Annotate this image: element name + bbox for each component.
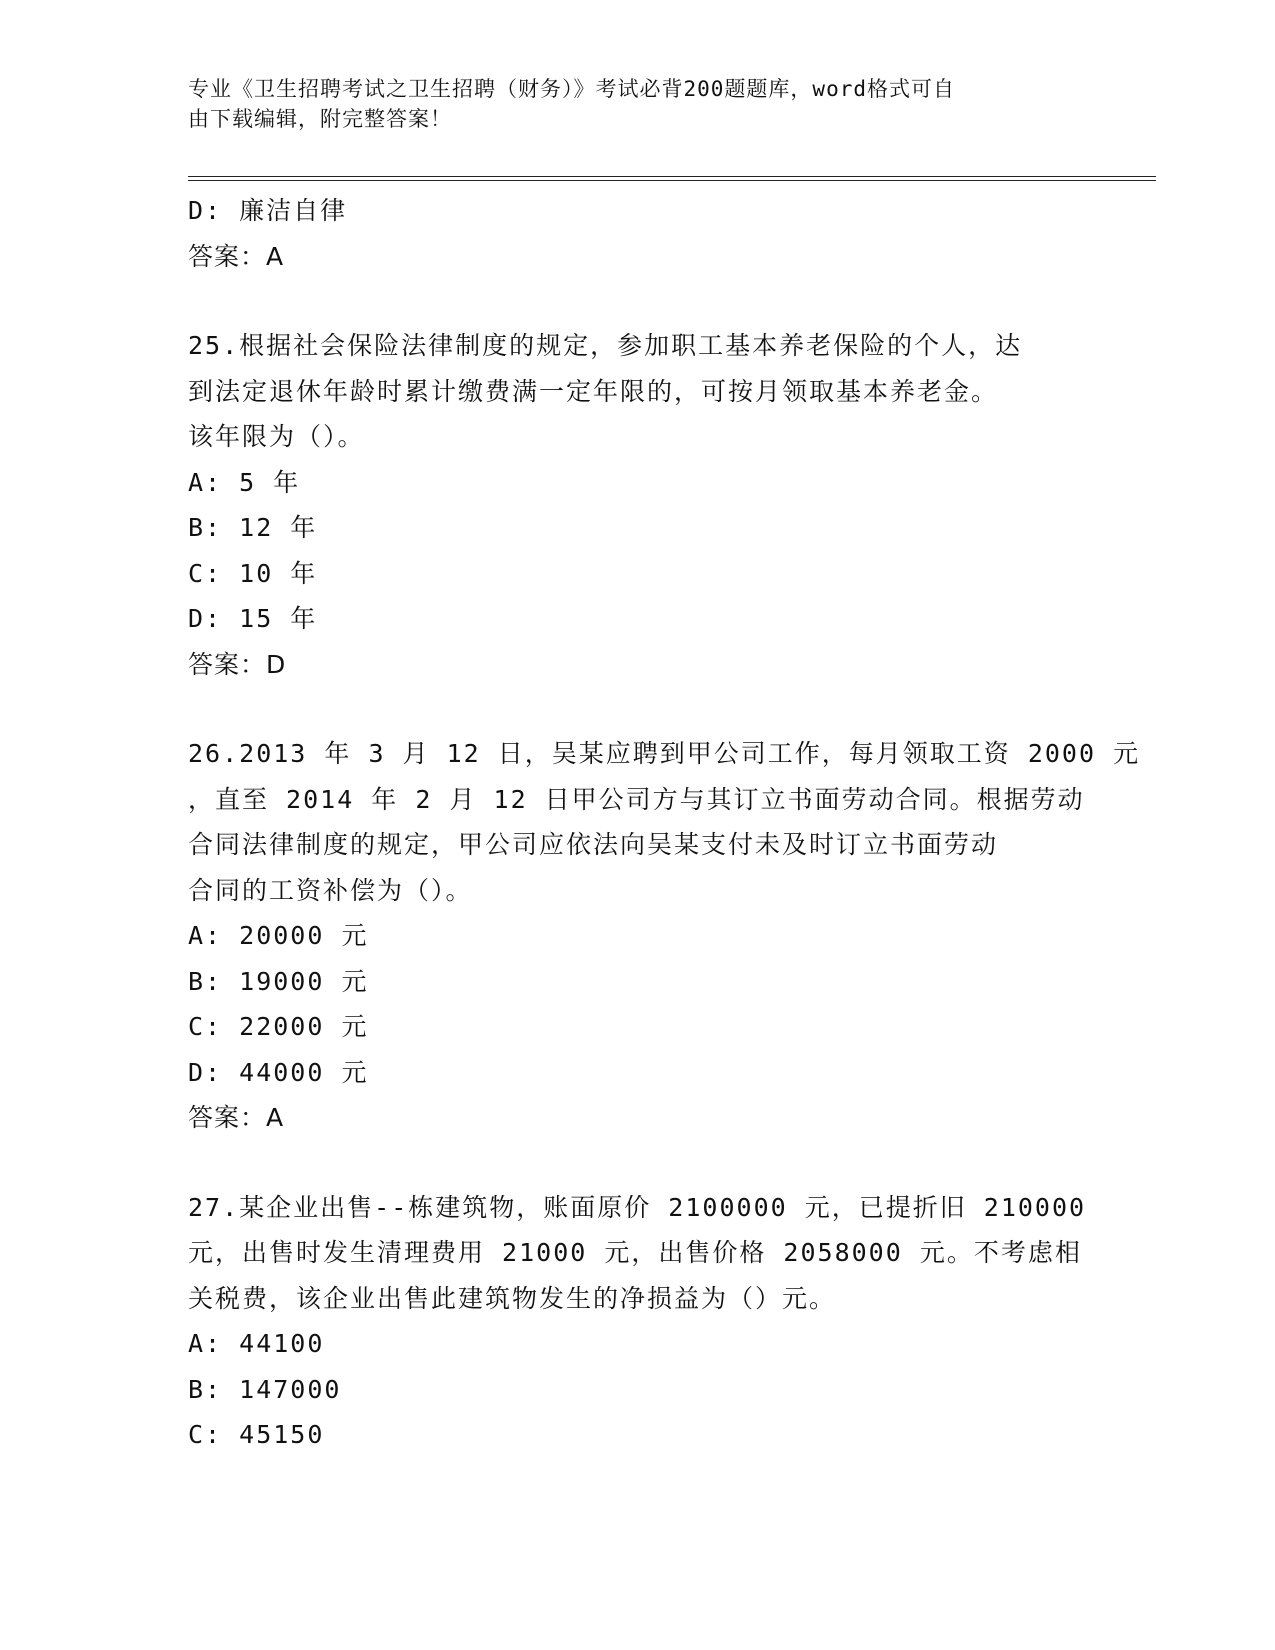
- question-stem-line: 27.某企业出售--栋建筑物，账面原价 2100000 元，已提折旧 210000: [188, 1192, 1087, 1222]
- question-stem-line: 25.根据社会保险法律制度的规定，参加职工基本养老保险的个人，达: [188, 331, 1023, 360]
- question-stem-line: 合同法律制度的规定，甲公司应依法向吴某支付未及时订立书面劳动: [188, 830, 999, 859]
- spacer: [188, 687, 1088, 731]
- answer-line: 答案：A: [188, 241, 285, 271]
- option-b: B: 12 年: [188, 513, 318, 542]
- header-line-2: 由下载编辑，附完整答案！: [188, 107, 452, 131]
- option-b: B: 19000 元: [188, 966, 369, 996]
- question-stem-line: 到法定退休年龄时累计缴费满一定年限的，可按月领取基本养老金。: [188, 376, 999, 406]
- answer-line: 答案：A: [188, 1103, 285, 1132]
- option-c: C: 22000 元: [188, 1012, 369, 1041]
- option-d: D: 44000 元: [188, 1057, 369, 1087]
- question-stem-line: 26.2013 年 3 月 12 日，吴某应聘到甲公司工作，每月领取工资 2000 元: [188, 739, 1141, 768]
- spacer: [188, 1141, 1088, 1185]
- question-26: [188, 731, 1141, 1141]
- question-stem-line: 合同的工资补偿为（）。: [188, 875, 473, 905]
- option-b: B: 147000: [188, 1374, 342, 1404]
- question-stem-line: ，直至 2014 年 2 月 12 日甲公司方与其订立书面劳动合同。根据劳动: [188, 784, 1085, 814]
- option-a: A: 44100: [188, 1329, 325, 1358]
- question-stem-line: 元，出售时发生清理费用 21000 元，出售价格 2058000 元。不考虑相: [188, 1238, 1082, 1267]
- question-25: [188, 323, 1088, 687]
- page-header: [188, 74, 1088, 134]
- option-a: A: 5 年: [188, 467, 301, 497]
- previous-question-tail: [188, 188, 1088, 279]
- option-a: A: 20000 元: [188, 921, 369, 950]
- spacer: [188, 279, 1088, 323]
- option-c: C: 45150: [188, 1420, 325, 1449]
- answer-line: 答案：D: [188, 649, 287, 679]
- question-stem-line: 关税费，该企业出售此建筑物发生的净损益为（）元。: [188, 1283, 837, 1313]
- question-content: [188, 188, 1141, 1458]
- option-d: D: 15 年: [188, 604, 318, 633]
- option-c: C: 10 年: [188, 558, 318, 588]
- header-divider: [188, 176, 1156, 181]
- option-d: D: 廉洁自律: [188, 196, 348, 225]
- question-stem-line: 该年限为（）。: [188, 422, 365, 451]
- question-27: [188, 1185, 1088, 1458]
- header-line-1: 专业《卫生招聘考试之卫生招聘（财务）》考试必背200题题库，word格式可自: [188, 77, 955, 101]
